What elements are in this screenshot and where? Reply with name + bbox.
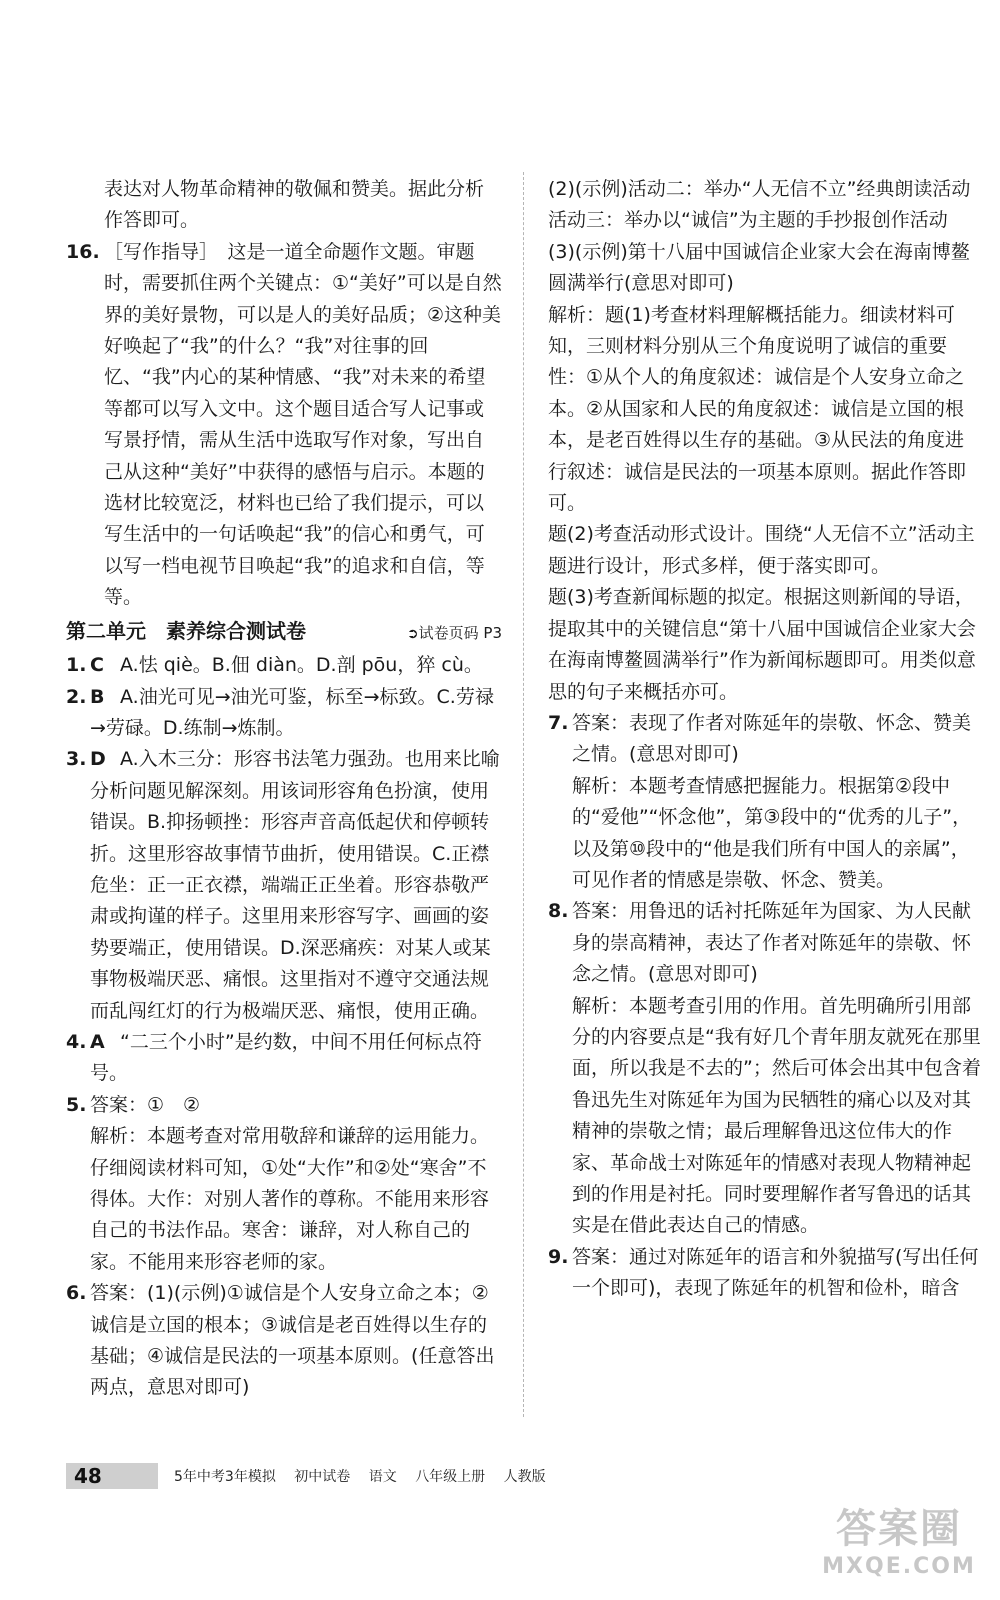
- continuation-line-1: 表达对人物革命精神的敬佩和赞美。据此分析: [104, 178, 485, 200]
- continuation-line-2: 作答即可。: [104, 209, 200, 232]
- left-column: [66, 174, 502, 1404]
- right-column: [548, 174, 990, 1305]
- answer-letter: C: [90, 654, 104, 677]
- question-1: [66, 650, 502, 681]
- edition: 人教版: [503, 1469, 546, 1485]
- question-text: A.油光可见→油光可鉴，标至→标致。C.劳禄→劳碌。D.练制→炼制。: [90, 685, 494, 739]
- question-text: A.怯 qiè。B.佃 diàn。D.剖 pōu，猝 cù。: [120, 654, 483, 677]
- analysis-text: 解析：本题考查引用的作用。首先明确所引用部分的内容要点是“我有好几个青年朋友就死在那里面，所以我是不去的”；然后可体会出其中包含着鲁迅先生对陈延年为国为民牺牲的痛心以及对其精神的崇敬之情；最后理解鲁迅这位伟大的作家、革命战士对陈延年的情感对表现人物精神起到的作用是衬托。同时要理解作者写鲁迅的话其实是在借此表达自己的情感。: [572, 994, 981, 1237]
- question-6: [66, 1278, 502, 1404]
- book-info: [174, 1466, 560, 1486]
- question-number: 8.: [548, 900, 569, 923]
- question-number: 3.: [66, 748, 87, 771]
- question-number: 6.: [66, 1282, 87, 1305]
- analysis-text: 解析：本题考查情感把握能力。根据第②段中的“爱他”“怀念他”，第③段中的“优秀的儿子”，以及第⑩段中的“他是我们所有中国人的亲属”，可见作者的情感是崇敬、怀念、赞美。: [572, 774, 972, 891]
- q6-part3-answer: (3)(示例)第十八届中国诚信企业家大会在海南博鳌圆满举行(意思对即可): [548, 240, 970, 295]
- page-footer: [66, 1462, 560, 1490]
- watermark-text: 答案圈: [836, 1506, 962, 1552]
- answer-letter: A: [90, 1030, 105, 1053]
- book-kind: 初中试卷: [294, 1469, 351, 1485]
- subject: 语文: [368, 1469, 397, 1485]
- question-2: [66, 682, 502, 745]
- question-number: 4.: [66, 1030, 87, 1053]
- series-name: 5年中考3年模拟: [174, 1469, 276, 1485]
- question-text: “二三个小时”是约数，中间不用任何标点符号。: [90, 1030, 482, 1085]
- watermark-url: MXQE.COM: [822, 1554, 976, 1579]
- q6-analysis-3: 题(3)考查新闻标题的拟定。根据这则新闻的导语，提取其中的关键信息“第十八届中国诚信企业家大会在海南博鳌圆满举行”作为新闻标题即可。用类似意思的句子来概括亦可。: [548, 586, 976, 703]
- section-title: 第二单元 素养综合测试卷: [66, 618, 306, 643]
- answer-text: 答案：① ②: [90, 1093, 201, 1116]
- q6-analysis-1: 解析：题(1)考查材料理解概括能力。细读材料可知，三则材料分别从三个角度说明了诚信的重要性：①从个人的角度叙述：诚信是个人安身立命之本。②从国家和人民的角度叙述：诚信是立国的根本，是老百姓得以生存的基础。③从民法的角度进行叙述：诚信是民法的一项基本原则。据此作答即可。: [548, 303, 967, 515]
- q6-part2-answer: (2)(示例)活动二：举办“人无信不立”经典朗读活动 活动三：举办以“诚信”为主题的手抄报创作活动: [548, 178, 990, 232]
- question-4: [66, 1027, 502, 1090]
- question-number: 9.: [548, 1245, 569, 1268]
- answer-text: 答案：表现了作者对陈延年的崇敬、怀念、赞美之情。(意思对即可): [572, 711, 972, 766]
- question-number: 5.: [66, 1093, 87, 1116]
- question-16: [66, 237, 502, 614]
- answer-letter: D: [90, 748, 106, 771]
- column-divider: [523, 172, 524, 1417]
- question-number: 16.: [66, 240, 100, 263]
- answer-letter: B: [90, 685, 105, 708]
- question-5: [66, 1090, 502, 1278]
- arrow-right-icon: ➲: [406, 625, 419, 642]
- page-number: 48: [66, 1463, 158, 1489]
- question-number: 1.: [66, 654, 87, 677]
- question-text: A.入木三分：形容书法笔力强劲。也用来比喻分析问题见解深刻。用该词形容角色扮演，使用错误。B.抑扬顿挫：形容声音高低起伏和停顿转折。这里形容故事情节曲折，使用错误。C.正襟危坐：正一正衣襟，端端正正坐着。形容恭敬严肃或拘谨的样子。这里用来形容写字、画画的姿势要端正，使用错误。D.深恶痛疾：对某人或某事物极端厌恶、痛恨。这里指对不遵守交通法规而乱闯红灯的行为极端厌恶、痛恨，使用正确。: [90, 748, 500, 1022]
- question-9: [548, 1242, 983, 1305]
- answer-text: 答案：通过对陈延年的语言和外貌描写(写出任何一个即可)，表现了陈延年的机智和俭朴，暗含: [572, 1245, 979, 1300]
- page-reference: ➲试卷页码 P3: [406, 623, 502, 642]
- answer-text: 答案：用鲁迅的话衬托陈延年为国家、为人民献身的崇高精神，表达了作者对陈延年的崇敬、怀念之情。(意思对即可): [572, 900, 972, 986]
- q6-analysis-2: 题(2)考查活动形式设计。围绕“人无信不立”活动主题进行设计，形式多样，便于落实即可。: [548, 523, 975, 577]
- answer-text: 答案：(1)(示例)①诚信是个人安身立命之本；②诚信是立国的根本；③诚信是老百姓得以生存的基础；④诚信是民法的一项基本原则。(任意答出两点，意思对即可): [90, 1282, 495, 1399]
- section-header: [66, 616, 502, 650]
- grade: 八年级上册: [415, 1469, 486, 1485]
- question-8: [548, 896, 983, 1241]
- analysis-text: 解析：本题考查对常用敬辞和谦辞的运用能力。仔细阅读材料可知，①处“大作”和②处“寒舍”不得体。大作：对别人著作的尊称。不能用来形容自己的书法作品。寒舍：谦辞，对人称自己的家。不能用来形容老师的家。: [90, 1125, 490, 1273]
- question-3: [66, 744, 502, 1027]
- question-number: 2.: [66, 685, 87, 708]
- question-7: [548, 708, 983, 896]
- watermark-logo: [814, 1504, 984, 1590]
- question-text: ［写作指导］ 这是一道全命题作文题。审题时，需要抓住两个关键点：①“美好”可以是自然界的美好景物，可以是人的美好品质；②这种美好唤起了“我”的什么？“我”对往事的回忆、“我”内心的某种情感、“我”对未来的希望等都可以写入文中。这个题目适合写人记事或写景抒情，需从生活中选取写作对象，写出自己从这种“美好”中获得的感悟与启示。本题的选材比较宽泛，材料也已给了我们提示，可以写生活中的一句话唤起“我”的信心和勇气，可以写一档电视节目唤起“我”的追求和自信，等等。: [104, 240, 502, 609]
- question-number: 7.: [548, 711, 569, 734]
